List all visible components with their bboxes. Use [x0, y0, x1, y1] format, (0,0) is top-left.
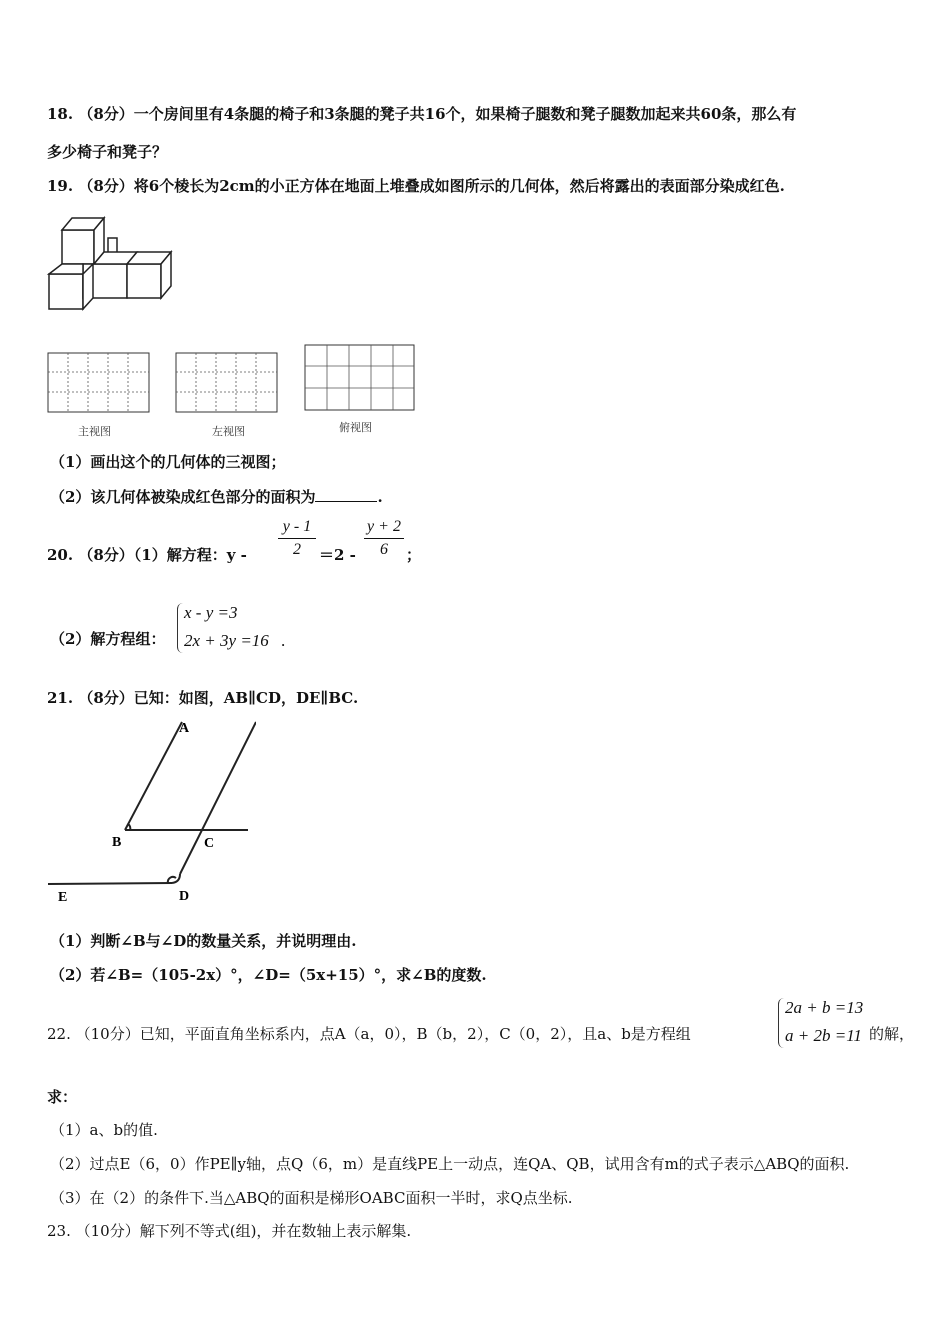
q20-frac2-den: 6	[380, 541, 388, 558]
line-ed	[48, 883, 172, 884]
q20-frac2-num: y + 2	[364, 518, 404, 539]
q20-system-brace	[177, 603, 184, 653]
q21-part2: （2）若∠B=（105-2x）°，∠D=（5x+15）°，求∠B的度数.	[50, 966, 487, 984]
q20-system-eq2: 2x + 3y =16	[184, 631, 269, 650]
q20-fraction-1	[278, 518, 316, 559]
q20-system-eq1: x - y =3	[184, 603, 238, 622]
q19-stem: 19. （8分）将6个棱长为2cm的小正方体在地面上堆叠成如图所示的几何体，然后将露出的表面部分染成红色.	[47, 177, 785, 195]
q21-part1: （1）判断∠B与∠D的数量关系，并说明理由.	[50, 932, 357, 950]
q22-part1: （1）a、b的值.	[50, 1121, 158, 1139]
label-a: A	[179, 721, 190, 736]
front-view-caption: 主视图	[78, 425, 111, 438]
parallel-lines-figure	[44, 712, 256, 908]
q20-fraction-2	[364, 518, 404, 559]
q20-part2-label: （2）解方程组：	[50, 630, 166, 648]
q23-stem: 23. （10分）解下列不等式(组)，并在数轴上表示解集.	[47, 1222, 412, 1240]
left-view-grid	[175, 352, 279, 414]
label-e: E	[58, 890, 68, 905]
q20-end: ；	[406, 546, 422, 564]
line-cd	[180, 722, 256, 874]
q18-line1: 18. （8分）一个房间里有4条腿的椅子和3条腿的凳子共16个，如果椅子腿数和凳子腿数加起来共60条，那么有	[47, 105, 797, 123]
q19-part2-end: .	[377, 488, 383, 506]
label-c: C	[204, 836, 215, 851]
q22-part2: （2）过点E（6，0）作PE∥y轴，点Q（6，m）是直线PE上一动点，连QA、QB，试用含有m的式子表示△ABQ的面积.	[50, 1155, 850, 1173]
corner-d	[172, 874, 180, 883]
label-b: B	[112, 835, 122, 850]
q22-stem-end: 的解，	[869, 1025, 915, 1043]
answer-blank	[315, 487, 377, 502]
q20-frac1-num: y - 1	[278, 518, 316, 539]
q20-frac1-den: 2	[293, 541, 301, 558]
q21-stem: 21. （8分）已知：如图，AB∥CD，DE∥BC.	[47, 689, 359, 707]
top-view-grid	[304, 344, 416, 412]
q22-part3: （3）在（2）的条件下.当△ABQ的面积是梯形OABC面积一半时，求Q点坐标.	[50, 1189, 573, 1207]
q22-system-eq1: 2a + b =13	[785, 998, 864, 1017]
label-d: D	[179, 889, 190, 904]
q22-ask: 求：	[47, 1088, 78, 1106]
front-view-grid	[47, 352, 151, 414]
q19-part2-text: （2）该几何体被染成红色部分的面积为	[50, 488, 316, 506]
left-view-caption: 左视图	[212, 425, 245, 438]
q22-system-eq2: a + 2b =11	[785, 1026, 862, 1045]
cube-stack-figure	[44, 212, 178, 316]
line-ab	[125, 722, 182, 830]
q20-system-end: .	[281, 631, 286, 650]
top-view-caption: 俯视图	[339, 421, 372, 434]
q18-line2: 多少椅子和凳子？	[47, 143, 168, 161]
q22-system-brace	[778, 998, 785, 1048]
q19-part1: （1）画出这个的几何体的三视图；	[50, 453, 286, 471]
q20-part1-prefix: 20. （8分）（1）解方程：y -	[47, 546, 247, 564]
q20-middle: ＝2 -	[319, 546, 356, 564]
q19-part2	[50, 486, 383, 507]
q22-stem: 22. （10分）已知，平面直角坐标系内，点A（a，0），B（b，2），C（0，2），且a、b是方程组	[47, 1025, 691, 1043]
